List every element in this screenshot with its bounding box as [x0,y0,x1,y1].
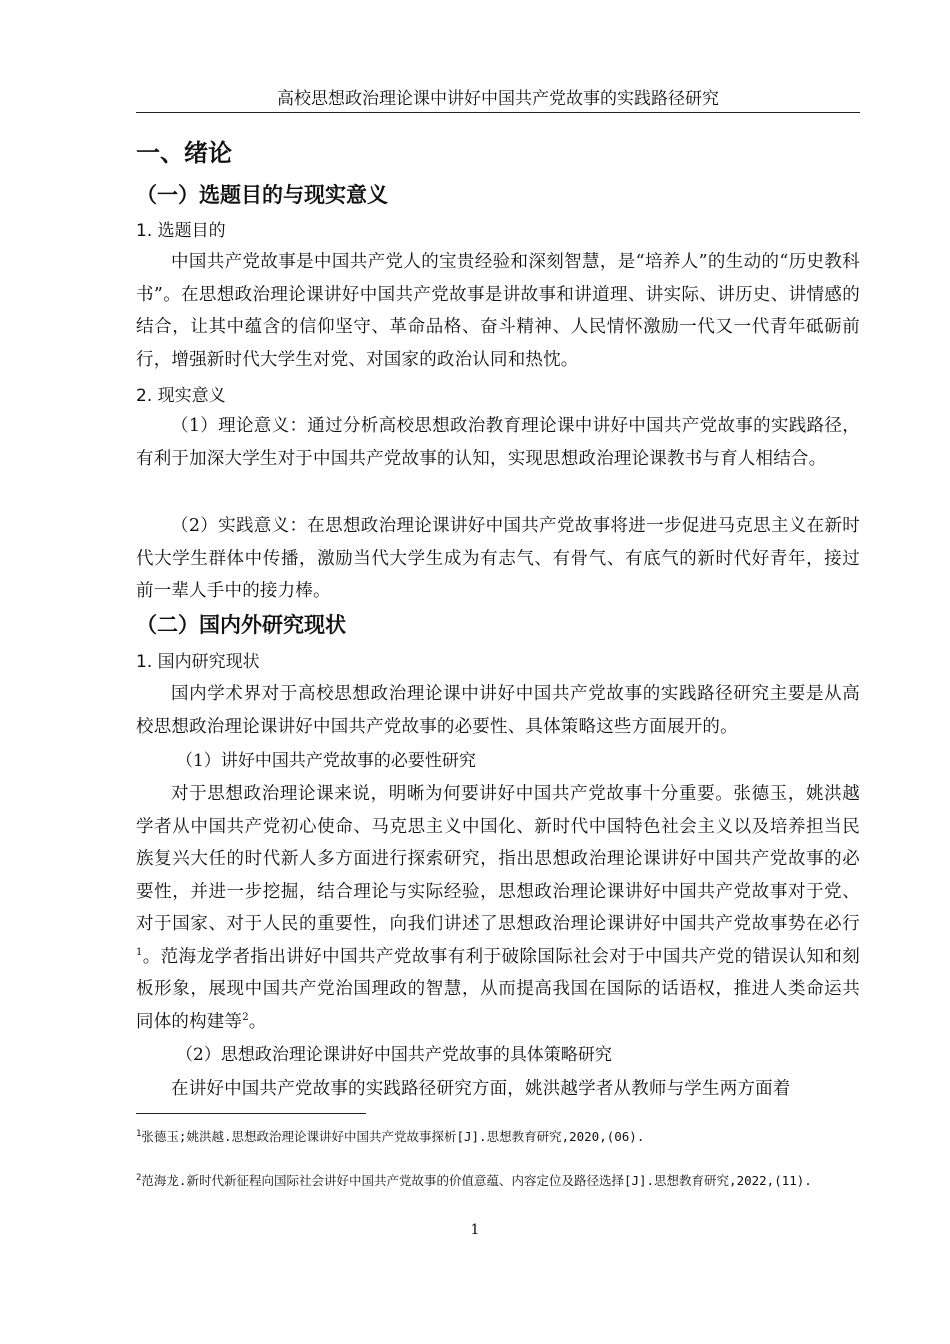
section-title-2: （二）国内外研究现状 [136,613,346,637]
footnote-ref-2: 2 [242,1011,249,1023]
subsection-heading-domestic: 1. 国内研究现状 [136,652,260,672]
subsection-heading-significance: 2. 现实意义 [136,386,226,406]
section-title-1: （一）选题目的与现实意义 [136,183,388,207]
chapter-title: 一、绪论 [136,139,232,167]
footnote-1 [136,1128,860,1146]
item-heading-necessity: （1）讲好中国共产党故事的必要性研究 [176,751,476,771]
running-header: 高校思想政治理论课中讲好中国共产党故事的实践路径研究 [277,89,719,109]
footnote-number: 2 [136,1172,142,1183]
header-rule [136,112,860,113]
paragraph-necessity-part2: 。范海龙学者指出讲好中国共产党故事有利于破除国际社会对于中国共产党的错误认知和刻板形象，展现中国共产党治国理政的智慧，从而提高我国在国际的话语权，推进人类命运共同体的构建等 [136,946,860,1032]
paragraph-theory-significance: （1）理论意义：通过分析高校思想政治教育理论课中讲好中国共产党故事的实践路径，有利于加深大学生对于中国共产党故事的认知，实现思想政治理论课教书与育人相结合。 [136,416,860,469]
footnote-text: 张德玉;姚洪越.思想政治理论课讲好中国共产党故事探析[J].思想教育研究,2020,(06). [141,1129,645,1144]
paragraph-necessity [136,778,860,1038]
page-number: 1 [470,1222,480,1238]
footnote-2 [136,1172,860,1190]
subsection-heading-purpose: 1. 选题目的 [136,221,226,241]
footnote-text: 范海龙.新时代新征程向国际社会讲好中国共产党故事的价值意蕴、内容定位及路径选择[J].思想教育研究,2022,(11). [141,1173,812,1188]
paragraph-necessity-part1: 对于思想政治理论课来说，明晰为何要讲好中国共产党故事十分重要。张德玉，姚洪越学者从中国共产党初心使命、马克思主义中国化、新时代中国特色社会主义以及培养担当民族复兴大任的时代新人多方面进行探索研究，指出思想政治理论课讲好中国共产党故事的必要性，并进一步挖掘，结合理论与实际经验，思想政治理论课讲好中国共产党故事对于党、对于国家、对于人民的重要性，向我们讲述了思想政治理论课讲好中国共产党故事势在必行 [136,784,860,934]
footnote-ref-1: 1 [136,946,143,958]
footnote-separator [136,1113,366,1114]
paragraph-purpose: 中国共产党故事是中国共产党人的宝贵经验和深刻智慧，是“培养人”的生动的“历史教科书”。在思想政治理论课讲好中国共产党故事是讲故事和讲道理、讲实际、讲历史、讲情感的结合，让其中蕴含的信仰坚守、革命品格、奋斗精神、人民情怀激励一代又一代青年砥砺前行，增强新时代大学生对党、对国家的政治认同和热忱。 [136,252,860,370]
paragraph-domestic-overview: 国内学术界对于高校思想政治理论课中讲好中国共产党故事的实践路径研究主要是从高校思想政治理论课讲好中国共产党故事的必要性、具体策略这些方面展开的。 [136,684,860,737]
paragraph-practice-significance: （2）实践意义：在思想政治理论课讲好中国共产党故事将进一步促进马克思主义在新时代大学生群体中传播，激励当代大学生成为有志气、有骨气、有底气的新时代好青年，接过前一辈人手中的接力棒。 [136,516,860,601]
footnote-number: 1 [136,1128,142,1139]
item-heading-strategy: （2）思想政治理论课讲好中国共产党故事的具体策略研究 [176,1045,612,1065]
paragraph-necessity-part3: 。 [248,1011,267,1032]
paragraph-strategy: 在讲好中国共产党故事的实践路径研究方面，姚洪越学者从教师与学生两方面着 [171,1079,791,1099]
